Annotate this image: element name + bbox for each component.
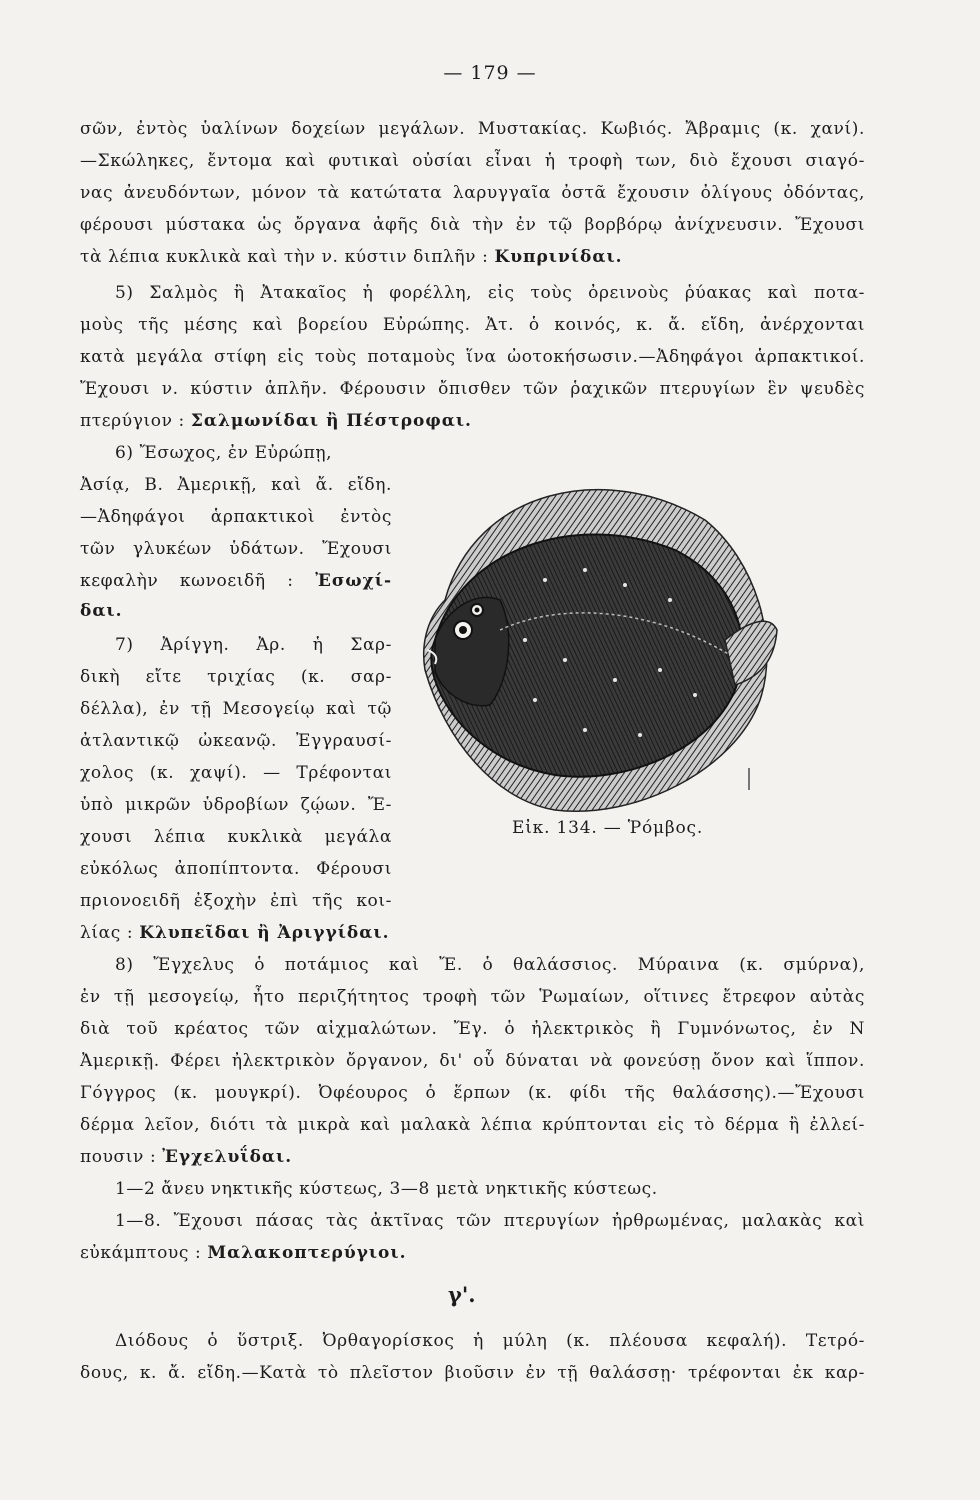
text-line: εὐκόλως ἀποπίπτοντα. Φέρουσι bbox=[80, 859, 392, 879]
family-name: Σαλμωνίδαι ἢ Πέστροφαι. bbox=[190, 411, 472, 431]
family-name: Κλυπεῖδαι ἢ Ἀριγγίδαι. bbox=[139, 923, 390, 943]
text-line: δέλλα), ἐν τῇ Μεσογείῳ καὶ τῷ bbox=[80, 699, 392, 719]
text-line: 6) Ἔσωχος, ἐν Εὐρώπῃ, bbox=[115, 443, 333, 463]
text-line: Ἔχουσι ν. κύστιν ἁπλῆν. Φέρουσιν ὄπισθεν τῶν ῥαχικῶν πτερυγίων ἓν ψευδὲς bbox=[80, 379, 865, 399]
text-line: χουσι λέπια κυκλικὰ μεγάλα bbox=[80, 827, 392, 847]
text-line: μοὺς τῆς μέσης καὶ βορείου Εὐρώπης. Ἀτ. ὁ κοινός, κ. ἄ. εἴδη, ἀνέρχονται bbox=[80, 315, 865, 335]
text-line: εὐκάμπτους : Μαλακοπτερύγιοι. bbox=[80, 1243, 407, 1263]
text-line: λίας : Κλυπεῖδαι ἢ Ἀριγγίδαι. bbox=[80, 923, 390, 943]
family-name: δαι. bbox=[80, 601, 123, 621]
figure-caption: Εἰκ. 134. — Ῥόμβος. bbox=[512, 818, 704, 838]
print-speck bbox=[748, 768, 750, 790]
text-line: δους, κ. ἄ. εἴδη.—Κατὰ τὸ πλεῖστον βιοῦσιν ἐν τῇ θαλάσσῃ· τρέφονται ἐκ καρ- bbox=[80, 1363, 865, 1383]
text-line: 1—8. Ἔχουσι πάσας τὰς ἀκτῖνας τῶν πτερυγίων ἠρθρωμένας, μαλακὰς καὶ bbox=[115, 1211, 865, 1231]
text-line: 8) Ἔγχελυς ὁ ποτάμιος καὶ Ἔ. ὁ θαλάσσιος. Μύραινα (κ. σμύρνα), bbox=[115, 955, 865, 975]
text-line bbox=[80, 600, 123, 622]
text-line: Ἀμερικῇ. Φέρει ἠλεκτρικὸν ὄργανον, δι' οὗ δύναται νὰ φονεύσῃ ὄνον καὶ ἵππον. bbox=[80, 1051, 865, 1071]
text-line: Διόδους ὁ ὕστριξ. Ὀρθαγορίσκος ἡ μύλη (κ. πλέουσα κεφαλή). Τετρό- bbox=[115, 1331, 865, 1351]
text-line: δικὴ εἴτε τριχίας (κ. σαρ- bbox=[80, 667, 392, 687]
text-line: χολος (κ. χαψί). — Τρέφονται bbox=[80, 763, 392, 783]
section-mark: γ'. bbox=[448, 1282, 476, 1307]
text-line: πτερύγιον : Σαλμωνίδαι ἢ Πέστροφαι. bbox=[80, 411, 472, 431]
text-line: 5) Σαλμὸς ἢ Ἀτακαῖος ἡ φορέλλη, εἰς τοὺς ὀρεινοὺς ῥύακας καὶ ποτα- bbox=[115, 283, 865, 303]
text-line: Γόγγρος (κ. μουγκρί). Ὀφέουρος ὁ ἕρπων (κ. φίδι τῆς θαλάσσης).—Ἔχουσι bbox=[80, 1083, 865, 1103]
text-line: ὑπὸ μικρῶν ὑδροβίων ζῴων. Ἔ- bbox=[80, 795, 392, 815]
text-line: τὰ λέπια κυκλικὰ καὶ τὴν ν. κύστιν διπλῆν : Κυπρινίδαι. bbox=[80, 247, 623, 267]
page-number: — 179 — bbox=[443, 62, 537, 84]
text-line: ἐν τῇ μεσογείῳ, ἦτο περιζήτητος τροφὴ τῶν Ῥωμαίων, οἵτινες ἔτρεφον αὐτὰς bbox=[80, 987, 865, 1007]
text-line: φέρουσι μύστακα ὡς ὄργανα ἀφῆς διὰ τὴν ἐν τῷ βορβόρῳ ἀνίχνευσιν. Ἔχουσι bbox=[80, 215, 865, 235]
text-line: δέρμα λεῖον, διότι τὰ μικρὰ καὶ μαλακὰ λέπια κρύπτονται εἰς τὸ δέρμα ἢ ἐλλεί- bbox=[80, 1115, 865, 1135]
text-line: πουσιν : Ἐγχελυΐδαι. bbox=[80, 1147, 293, 1167]
text-line: Ἀσίᾳ, Β. Ἀμερικῇ, καὶ ἄ. εἴδη. bbox=[80, 475, 392, 495]
text-line: σῶν, ἐντὸς ὑαλίνων δοχείων μεγάλων. Μυστακίας. Κωβιός. Ἄβραμις (κ. χανί). bbox=[80, 119, 865, 139]
family-name: Ἐσωχί- bbox=[315, 571, 392, 591]
text-line: —Σκώληκες, ἔντομα καὶ φυτικαὶ οὐσίαι εἶναι ἡ τροφὴ των, διὸ ἔχουσι σιαγό- bbox=[80, 151, 865, 171]
text-line: κεφαλὴν κωνοειδῆ : Ἐσωχί- bbox=[80, 571, 392, 591]
text-line: 1—2 ἄνευ νηκτικῆς κύστεως, 3—8 μετὰ νηκτικῆς κύστεως. bbox=[115, 1179, 658, 1199]
order-name: Μαλακοπτερύγιοι. bbox=[207, 1243, 407, 1263]
text-line: 7) Ἀρίγγη. Ἀρ. ἡ Σαρ- bbox=[115, 635, 392, 655]
turbot-fish-illustration bbox=[405, 440, 780, 825]
text-line: κατὰ μεγάλα στίφη εἰς τοὺς ποταμοὺς ἵνα ὠοτοκήσωσιν.—Ἀδηφάγοι ἁρπακτικοί. bbox=[80, 347, 865, 367]
family-name: Κυπρινίδαι. bbox=[494, 247, 623, 267]
family-name: Ἐγχελυΐδαι. bbox=[162, 1147, 293, 1167]
text-line: τῶν γλυκέων ὑδάτων. Ἔχουσι bbox=[80, 539, 392, 559]
text-line: πριονοειδῆ ἐξοχὴν ἐπὶ τῆς κοι- bbox=[80, 891, 392, 911]
text-line: νας ἀνευδόντων, μόνον τὰ κατώτατα λαρυγγαῖα ὀστᾶ ἔχουσιν ὀλίγους ὀδόντας, bbox=[80, 183, 865, 203]
text-line: ἀτλαντικῷ ὠκεανῷ. Ἐγγραυσί- bbox=[80, 731, 392, 751]
text-line: διὰ τοῦ κρέατος τῶν αἰχμαλώτων. Ἔγ. ὁ ἠλεκτρικὸς ἢ Γυμνόνωτος, ἐν Ν bbox=[80, 1019, 865, 1039]
text-line: —Ἀδηφάγοι ἁρπακτικοὶ ἐντὸς bbox=[80, 507, 392, 527]
